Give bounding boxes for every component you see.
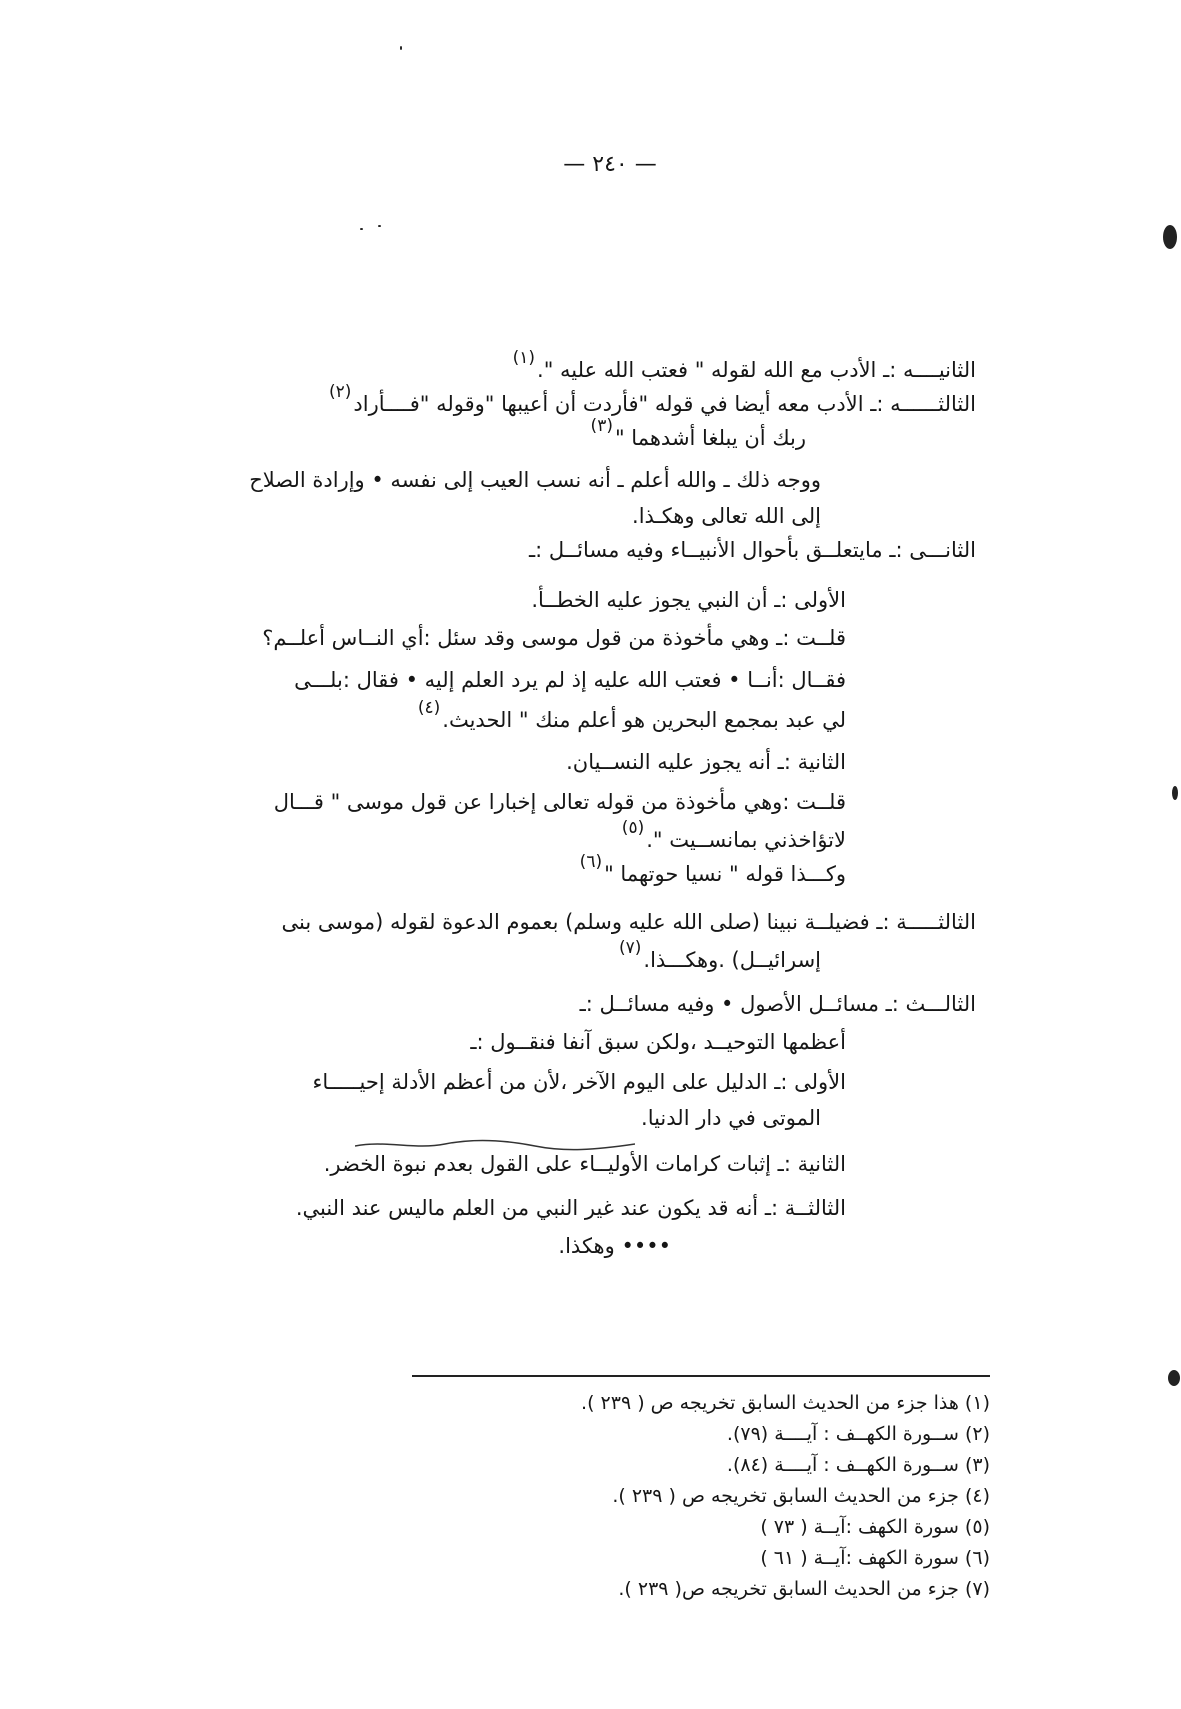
handwritten-underline — [355, 1138, 635, 1152]
scan-speck — [1163, 225, 1177, 249]
footnotes — [330, 1388, 990, 1605]
page-number: — ٢٤٠ — — [563, 152, 657, 177]
footnote-item: (٥) سورة الكهف :آيــة ( ٧٣ ) — [760, 1516, 990, 1538]
scan-speck — [1168, 1370, 1180, 1386]
body-line: •••• وهكذا. — [558, 1234, 671, 1258]
body-line: فقــال :أنــا • فعتب الله عليه إذ لم يرد العلم إليه • فقال :بلـــى — [294, 668, 846, 692]
body-line: الثانيــــه :ـ الأدب مع الله لقوله " فعتب الله عليه ".$^{(١)}$ — [512, 348, 976, 382]
body-line: الثانية :ـ أنه يجوز عليه النســيان. — [566, 750, 846, 774]
body-line: الثانية :ـ إثبات كرامات الأوليــاء على القول بعدم نبوة الخضر. — [323, 1152, 846, 1176]
body-line: ووجه ذلك ـ والله أعلم ـ أنه نسب العيب إلى نفسه • وإرادة الصلاح — [249, 468, 821, 492]
body-line: الأولى :ـ الدليل على اليوم الآخر ،لأن من أعظم الأدلة إحيـــــاء — [312, 1070, 846, 1094]
footnote-ref: (٣) — [590, 416, 613, 436]
body-line: إلى الله تعالى وهكـذا. — [632, 504, 821, 528]
body-line: وكـــذا قوله " نسيا حوتهما "$^{(٦)}$ — [579, 852, 846, 886]
footnote-ref: (٦) — [579, 852, 603, 872]
footnote-item: (٢) ســورة الكهــف : آيــــة (٧٩). — [726, 1423, 990, 1445]
scan-speck — [400, 46, 402, 50]
body-line: الأولى :ـ أن النبي يجوز عليه الخطــأ. — [531, 588, 846, 612]
section-heading: الثانـــى :ـ مايتعلــق بأحوال الأنبيــاء وفيه مسائــل :ـ — [529, 538, 976, 562]
footnote-ref: (٢) — [328, 382, 352, 402]
body-line: قلــت :وهي مأخوذة من قوله تعالى إخبارا عن قول موسى " قـــال — [273, 790, 846, 814]
footnote-ref: (٥) — [621, 818, 645, 838]
scan-speck — [378, 225, 381, 227]
footnote-ref: (٤) — [417, 698, 441, 718]
footnote-item: (٦) سورة الكهف :آيــة ( ٦١ ) — [760, 1547, 990, 1569]
scan-speck — [360, 228, 363, 230]
footnote-ref: (١) — [512, 348, 536, 368]
body-line: لاتؤاخذني بمانســيت ".$^{(٥)}$ — [621, 818, 846, 852]
body-line: ربك أن يبلغا أشدهما "$^{(٣)}$ — [590, 416, 806, 450]
section-heading: الثالـــث :ـ مسائــل الأصول • وفيه مسائــل :ـ — [579, 992, 976, 1016]
body-line: الموتى في دار الدنيا. — [641, 1106, 821, 1130]
scan-speck — [1172, 786, 1178, 800]
body-line: الثالثـــــة :ـ فضيلــة نبينا (صلى الله عليه وسلم) بعموم الدعوة لقوله (موسى بنى — [281, 910, 976, 934]
body-line: أعظمها التوحيــد ،ولكن سبق آنفا فنقــول :ـ — [470, 1030, 846, 1054]
body-line: الثالثــة :ـ أنه قد يكون عند غير النبي من العلم ماليس عند النبي. — [295, 1196, 846, 1220]
footnote-item: (١) هذا جزء من الحديث السابق تخريجه ص ( ٢٣٩ ). — [581, 1392, 990, 1414]
footnote-item: (٣) ســورة الكهــف : آيــــة (٨٤). — [726, 1454, 990, 1476]
footnote-item: (٧) جزء من الحديث السابق تخريجه ص( ٢٣٩ ). — [618, 1578, 990, 1600]
footnote-item: (٤) جزء من الحديث السابق تخريجه ص ( ٢٣٩ ). — [612, 1485, 990, 1507]
footnote-ref: (٧) — [618, 938, 642, 958]
body-line: لي عبد بمجمع البحرين هو أعلم منك " الحديث.$^{(٤)}$ — [417, 698, 846, 732]
body-line: إسرائيــل) .وهكـــذا.$^{(٧)}$ — [618, 938, 821, 972]
footnote-separator — [412, 1375, 990, 1377]
body-line: قلــت :ـ وهي مأخوذة من قول موسى وقد سئل :أي النــاس أعلــم؟ — [262, 626, 846, 650]
body-line: الثالثــــــه :ـ الأدب معه أيضا في قوله "فأردت أن أعيبها "وقوله "فــــأراد$^{(٢)}$ — [328, 382, 976, 416]
